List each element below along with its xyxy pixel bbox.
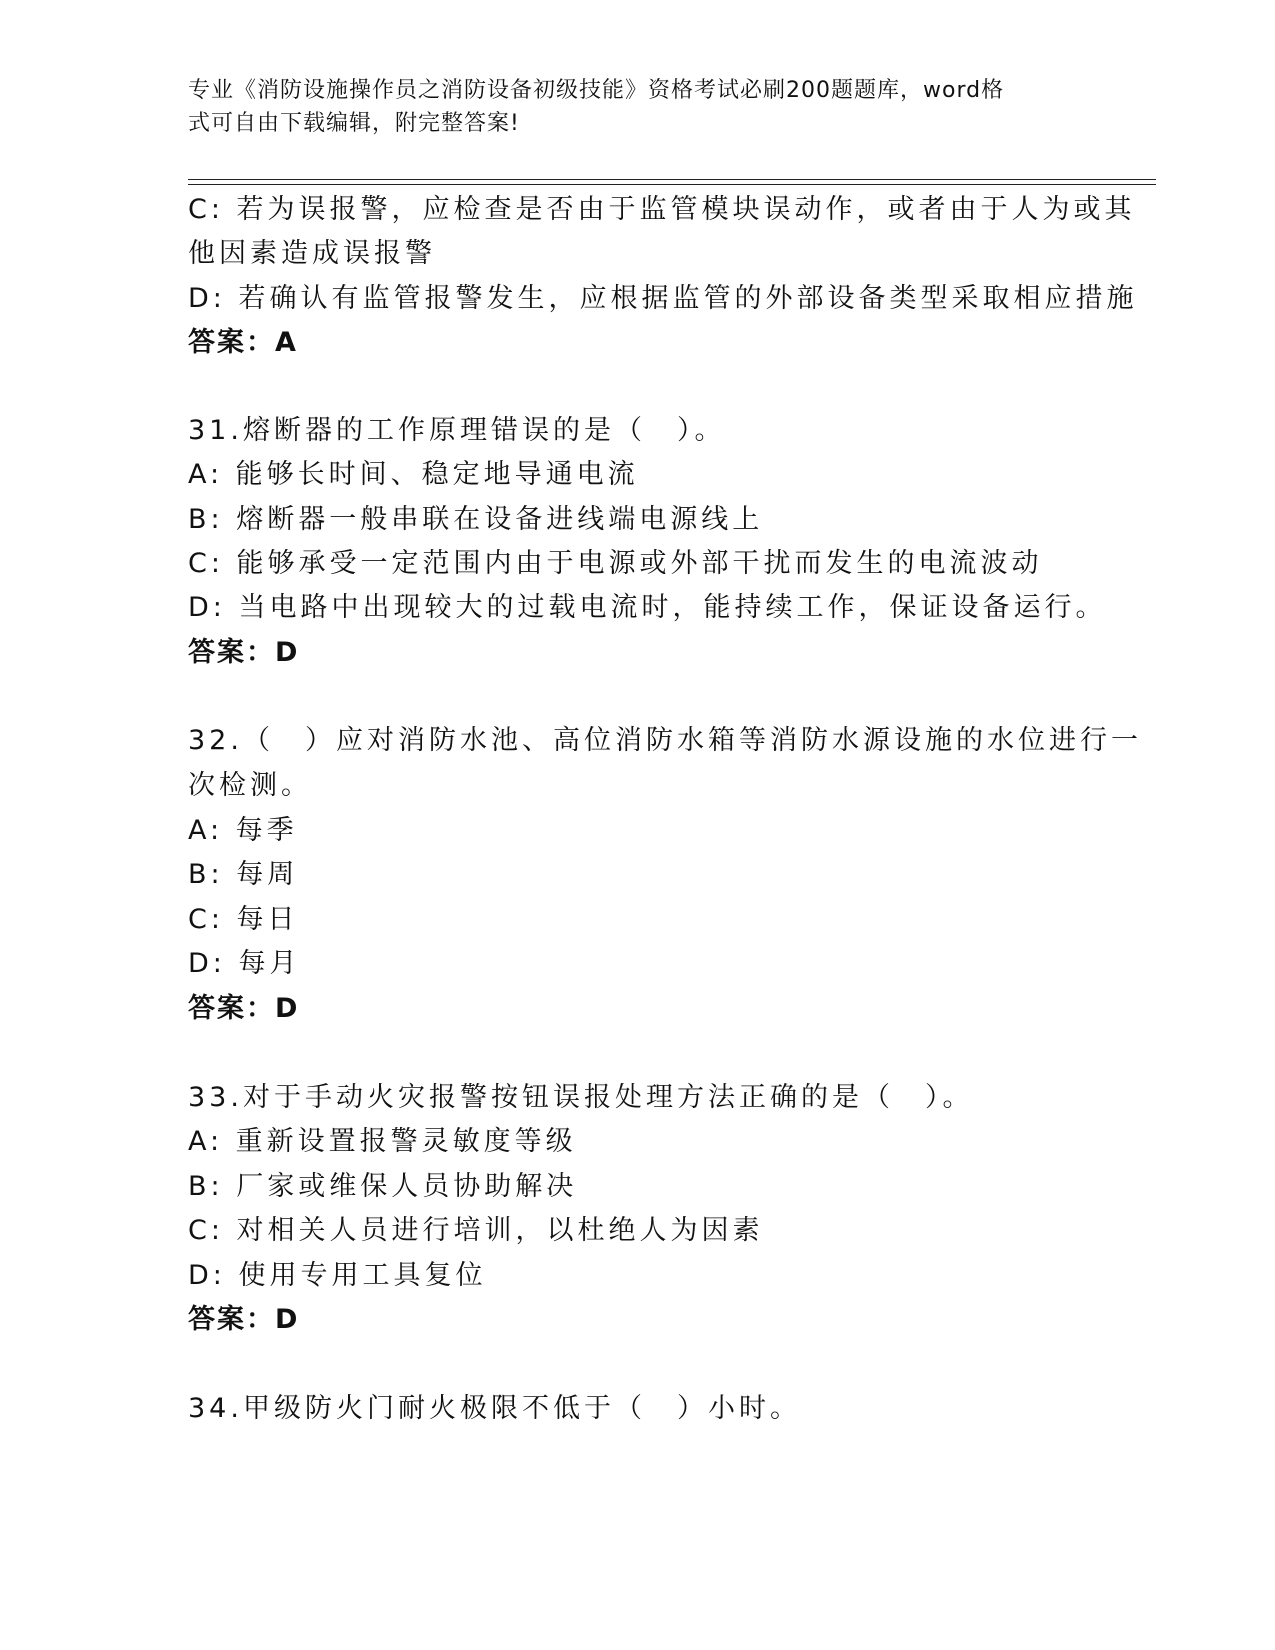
q33-option-b: B: 厂家或维保人员协助解决: [188, 1171, 578, 1202]
q33-stem: 33.对于手动火灾报警按钮误报处理方法正确的是（ ）。: [188, 1082, 974, 1113]
q31-option-d: D: 当电路中出现较大的过载电流时，能持续工作，保证设备运行。: [188, 592, 1107, 623]
q31-answer: 答案：D: [188, 637, 300, 668]
header-line-2: 式可自由下载编辑，附完整答案!: [188, 111, 520, 136]
q33-option-c: C: 对相关人员进行培训，以杜绝人为因素: [188, 1215, 764, 1246]
header-divider-top: [188, 179, 1156, 180]
q31-stem: 31.熔断器的工作原理错误的是（ ）。: [188, 415, 726, 446]
q31-option-a: A: 能够长时间、稳定地导通电流: [188, 459, 639, 490]
q32-stem-line2: 次检测。: [188, 770, 312, 801]
q33-option-d: D: 使用专用工具复位: [188, 1260, 487, 1291]
q30-option-c-line2: 他因素造成误报警: [188, 238, 436, 269]
q31-option-c: C: 能够承受一定范围内由于电源或外部干扰而发生的电流波动: [188, 548, 1043, 579]
q32-option-c: C: 每日: [188, 904, 299, 935]
q32-option-a: A: 每季: [188, 815, 298, 846]
q30-option-d: D: 若确认有监管报警发生，应根据监管的外部设备类型采取相应措施: [188, 283, 1138, 314]
q33-option-a: A: 重新设置报警灵敏度等级: [188, 1126, 577, 1157]
q31-option-b: B: 熔断器一般串联在设备进线端电源线上: [188, 504, 764, 535]
header-line-1: 专业《消防设施操作员之消防设备初级技能》资格考试必刷200题题库，word格: [188, 78, 1005, 103]
q34-stem: 34.甲级防火门耐火极限不低于（ ）小时。: [188, 1393, 801, 1424]
document-header: [188, 74, 1088, 140]
q32-option-b: B: 每周: [188, 859, 299, 890]
q32-stem-line1: 32.（ ）应对消防水池、高位消防水箱等消防水源设施的水位进行一: [188, 725, 1142, 756]
q30-option-c-line1: C: 若为误报警，应检查是否由于监管模块误动作，或者由于人为或其: [188, 194, 1136, 225]
q32-answer: 答案：D: [188, 993, 300, 1024]
q33-answer: 答案：D: [188, 1304, 300, 1335]
q30-answer: 答案：A: [188, 327, 298, 358]
header-divider-bottom: [188, 184, 1156, 185]
q32-option-d: D: 每月: [188, 948, 301, 979]
